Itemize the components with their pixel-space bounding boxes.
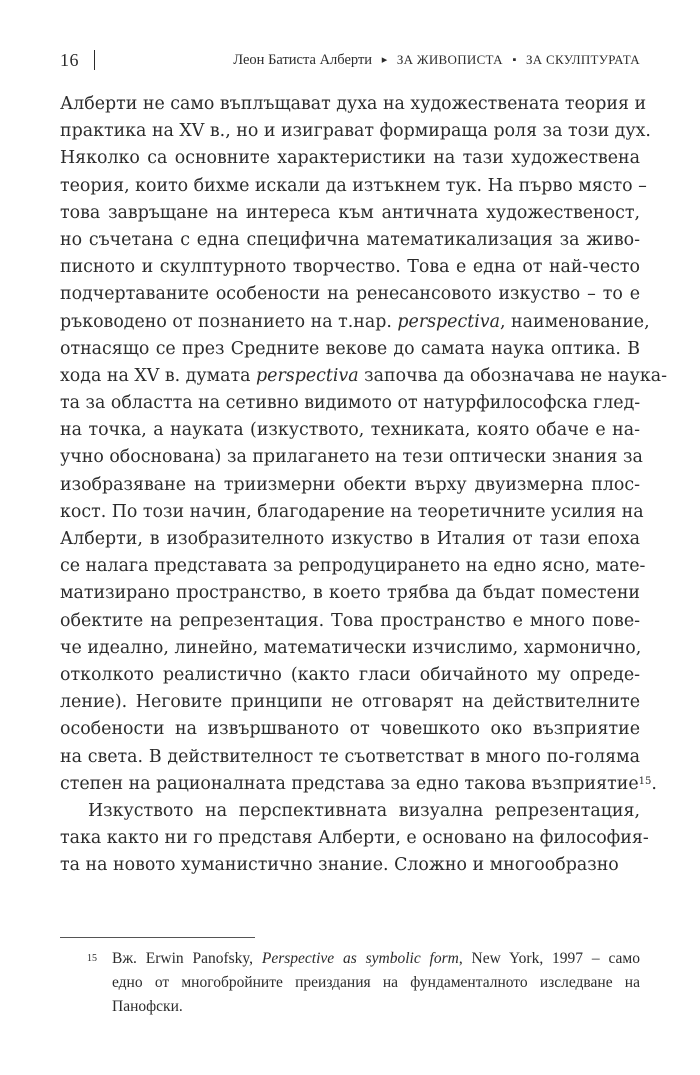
text-line: писното и скулптурното творчество. Това е една от най-често [60,257,640,278]
footnote-number: 15 [87,953,97,964]
running-head-author: Леон Батиста Алберти [233,52,373,68]
footnote-line: Панофски. [112,998,183,1015]
text-line: теория, които бихме искали да изтъкнем тук. На първо място – [60,175,647,196]
text-line: отнасящо се през Средните векове до самата наука оптика. В [60,338,640,359]
text-line: учно обоснована) за прилагането на тези оптически знания за [60,447,643,468]
text-line: това завръщане на интереса към античната художественост, [60,202,640,223]
text-line: но съчетана с една специфична математикализация за живо- [60,229,640,250]
footnote-15 [60,947,640,1019]
triangle-separator-icon: ▸ [381,54,388,66]
text-line: матизирано пространство, в което трябва да бъдат поместени [60,583,640,604]
running-head-title [233,52,640,69]
footnote-line: Вж. Erwin Panofsky, Perspective as symbolic form, New York, 1997 – само [112,950,640,967]
paragraph-2 [60,798,649,880]
page-number: 16 [60,50,79,70]
main-text [60,91,667,879]
text-line: се налага представата за репродуцирането на едно ясно, мате- [60,556,646,577]
footnote-line: едно от многобройните преиздания на фундаменталното изследване на [112,974,640,991]
running-head-book-part1: ЗА ЖИВОПИСТА [396,52,503,67]
footnote-divider [60,937,255,938]
text-line: на точка, а науката (изкуството, техниката, която обаче е на- [60,420,640,441]
text-line: Няколко са основните характеристики на тази художествена [60,148,640,169]
text-line: отколкото реалистично (както гласи обичайното му опреде- [60,664,640,685]
text-line: че идеално, линейно, математически изчислимо, хармонично, [60,637,642,658]
text-line: особености на извършваното от човешкото око възприятие [60,719,640,740]
running-header [60,48,640,74]
paragraph-1 [60,91,667,798]
text-line: Алберти не само въплъщават духа на художествената теория и [60,94,647,114]
footnote-reference[interactable]: 15 [638,775,652,787]
text-line: ръководено от познанието на т.нар. perspectiva, наименование, [60,311,650,332]
footnote-text [112,947,640,1019]
square-separator-icon: ▪ [512,54,517,66]
text-line: хода на XV в. думата perspectiva започва да обозначава не наука- [60,365,667,386]
running-head-book-part2: ЗА СКУЛПТУРАТА [525,52,640,67]
text-line: ление). Неговите принципи не отговарят на действителните [60,692,640,713]
page-number-divider [94,50,95,70]
text-line: практика на XV в., но и изиграват формираща роля за този дух. [60,121,651,142]
text-line: така както ни го представя Алберти, е основано на философия- [60,828,649,849]
text-line: подчертаваните особености на ренесансовото изкуство – то е [60,284,640,305]
text-line: та за областта на сетивно видимото от натурфилософска глед- [60,393,641,414]
text-line: кост. По този начин, благодарение на теоретичните усилия на [60,501,644,522]
text-line: та на новото хуманистично знание. Сложно и многообразно [60,855,619,876]
text-line: обектите на репрезентация. Това пространство е много пове- [60,610,640,631]
text-line: на света. В действителност те съответстват в много по-голяма [60,746,640,767]
text-line: степен на рационалната представа за едно такова възприятие$^{15}$. [60,773,657,794]
text-line: Алберти, в изобразителното изкуство в Италия от тази епоха [60,529,640,549]
text-line: изобразяване на триизмерни обекти върху двуизмерна плос- [60,474,640,495]
text-line: Изкуството на перспективната визуална репрезентация, [88,800,640,821]
